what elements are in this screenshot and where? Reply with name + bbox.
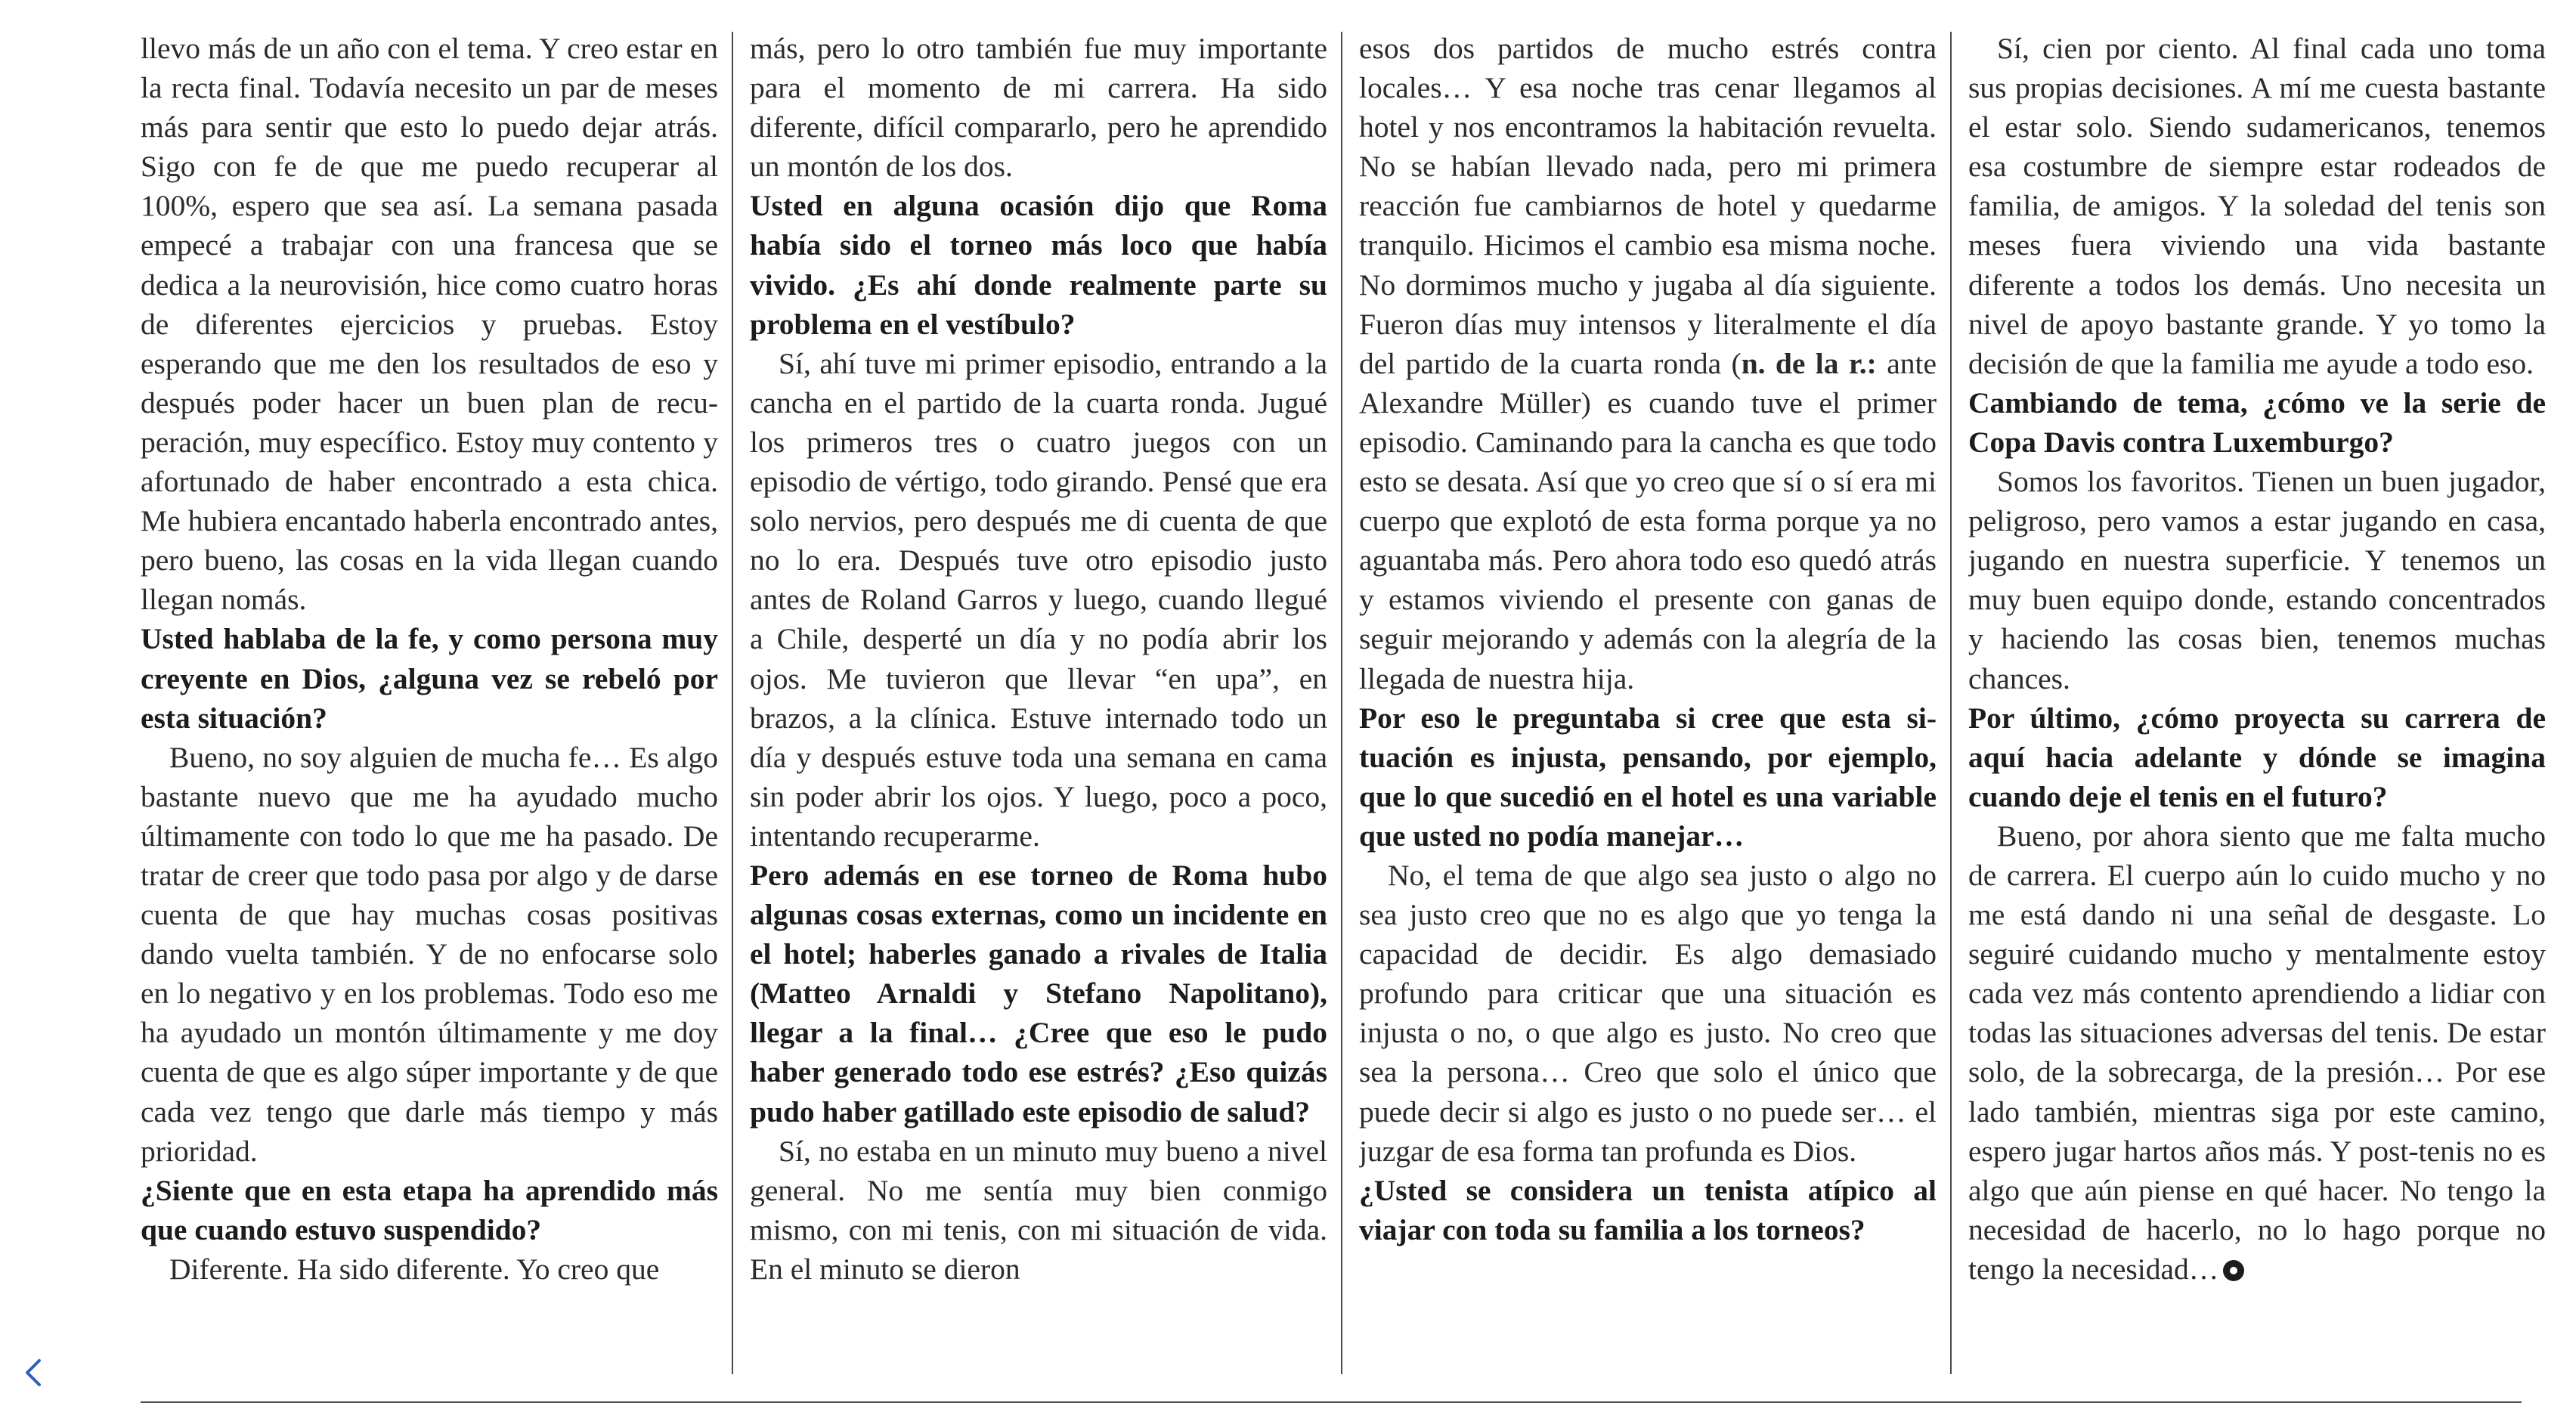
- editor-note: n. de la r.:: [1741, 346, 1877, 380]
- interview-question: Usted hablaba de la fe, y como persona muy creyente en Dios, ¿alguna vez se rebeló por esta situación?: [141, 622, 718, 735]
- column-divider: [732, 32, 733, 1374]
- interview-answer: Bueno, por ahora siento que me falta mucho de carrera. El cuerpo aún lo cuido mucho y no me está dando ni una señal de desgaste. Lo seguiré cuidando mucho y mentalmente estoy cada vez más contento aprendiendo a lidiar con todas las situaciones adversas del tenis. De estar solo, de la sobrecarga, de la presión… Por ese lado también, mientras siga por este camino, espero jugar hartos años más. Y post-tenis no es algo que aún piense en qué hacer. No tengo la necesidad de hacerlo, no lo hago porque no tengo la necesidad…: [1968, 819, 2546, 1286]
- interview-question: ¿Siente que en esta etapa ha aprendido más que cuando estuvo suspendido?: [141, 1173, 718, 1246]
- article-column-4: [1968, 29, 2546, 1382]
- interview-answer: Sí, ahí tuve mi primer episodio, entrando a la cancha en el partido de la cuarta ronda. Jugué los primeros tres o cuatro juegos con un episodio de vértigo, todo girando. Pensé que era solo nervios, pero después me di cuenta de que no lo era. Después tuve otro episodio justo antes de Roland Garros y luego, cuando llegué a Chile, desperté un día y no podía abrir los ojos. Me tuvieron que llevar “en upa”, en brazos, a la clínica. Estuve internado todo un día y después estuve toda una semana en cama sin poder abrir los ojos. Y luego, poco a poco, intentando recuperarme.: [750, 346, 1327, 853]
- interview-answer: No, el tema de que algo sea justo o algo no sea justo creo que no es algo que yo tenga la capacidad de decidir. Es algo demasiado profundo para criticar que una situación es injusta o no, o que algo es justo. No creo que sea la persona… Creo que solo el único que puede decir si algo es justo o no puede ser… el juzgar de esa forma tan profunda es Dios.: [1359, 858, 1937, 1168]
- interview-question: Pero además en ese torneo de Roma hubo algunas cosas externas, como un incidente en el hotel; haberles ganado a rivales de Italia (Matteo Arnaldi y Stefano Napolitano), llegar a la final… ¿Cree que eso le pudo haber generado todo ese estrés? ¿Eso quizás pudo haber gatillado este episodio de salud?: [750, 858, 1327, 1129]
- chevron-left-icon[interactable]: [11, 1350, 56, 1395]
- page-bottom-rule: [141, 1401, 2522, 1403]
- interview-answer: llevo más de un año con el tema. Y creo estar en la recta final. Todavía necesito un par de meses más para sentir que esto lo puedo dejar atrás. Sigo con fe de que me puedo recuperar al 100%, espero que sea así. La semana pasada empecé a trabajar con una francesa que se dedica a la neurovisión, hice como cuatro horas de diferentes ejercicios y pruebas. Estoy esperando que me den los resultados de eso y después poder hacer un buen plan de recuperación, muy específico. Estoy muy contento y afortunado de haber encontrado a esta chica. Me hubiera encantado haberla encontrado antes, pero bueno, las cosas en la vida llegan cuando llegan nomás.: [141, 32, 718, 617]
- answer-text: esos dos partidos de mucho estrés contra locales… Y esa noche tras cenar llegamos al hotel y nos encontramos la habitación revuelta. No se habían llevado nada, pero mi primera reacción fue cambiarnos de hotel y quedarme tranquilo. Hicimos el cambio esa misma noche. No dormimos mucho y jugaba al día siguiente. Fueron días muy intensos y literalmente el día del partido de la cuarta ronda (: [1359, 32, 1937, 380]
- article-column-3: [1359, 29, 1937, 1382]
- interview-answer: [1359, 29, 1937, 698]
- article-column-2: [750, 29, 1327, 1382]
- column-divider: [1341, 32, 1342, 1374]
- interview-question: Por eso le preguntaba si cree que esta situación es injusta, pensando, por ejemplo, que lo que sucedió en el hotel es una variable que usted no podía manejar…: [1359, 701, 1937, 853]
- interview-question: Cambiando de tema, ¿cómo ve la serie de Copa Davis contra Luxemburgo?: [1968, 385, 2546, 459]
- column-divider: [1950, 32, 1952, 1374]
- interview-answer: más, pero lo otro también fue muy importante para el momento de mi carrera. Ha sido diferente, difícil compararlo, pero he aprendido un montón de los dos.: [750, 32, 1327, 184]
- interview-question: Usted en alguna ocasión dijo que Roma había sido el torneo más loco que había vivido. ¿Es ahí donde realmente parte su problema en el vestíbulo?: [750, 189, 1327, 341]
- article-end-icon: [2223, 1260, 2244, 1281]
- answer-text: ante Alexandre Müller) es cuando tuve el primer episodio. Caminando para la cancha es que todo esto se desata. Así que yo creo que sí o sí era mi cuerpo que explotó de esta forma porque ya no aguantaba más. Pero ahora todo eso quedó atrás y estamos viviendo el presente con ganas de seguir mejorando y además con la alegría de la llegada de nuestra hija.: [1359, 346, 1937, 695]
- interview-question: ¿Usted se considera un tenista atípico al viajar con toda su familia a los torneos?: [1359, 1173, 1937, 1246]
- interview-question: Por último, ¿cómo proyecta su carrera de aquí hacia adelante y dónde se imagina cuando deje el tenis en el futuro?: [1968, 701, 2546, 813]
- interview-answer: Somos los favoritos. Tienen un buen jugador, peligroso, pero vamos a estar jugando en casa, jugando en nuestra superficie. Y tenemos un muy buen equipo donde, estando concentrados y haciendo las cosas bien, tenemos muchas chances.: [1968, 465, 2546, 695]
- interview-answer: Bueno, no soy alguien de mucha fe… Es algo bastante nuevo que me ha ayudado mucho últimamente con todo lo que me ha pasado. De tratar de creer que todo pasa por algo y de darse cuenta de que hay muchas cosas positivas dando vuelta también. Y de no enfocarse solo en lo negativo y en los problemas. Todo eso me ha ayudado un montón últimamente y me doy cuenta de que es algo súper importante y de que cada vez tengo que darle más tiempo y más prioridad.: [141, 740, 718, 1168]
- interview-answer: Sí, no estaba en un minuto muy bueno a nivel general. No me sentía muy bien conmigo mismo, con mi tenis, con mi situación de vida. En el minuto se dieron: [750, 1134, 1327, 1286]
- interview-answer: Sí, cien por ciento. Al final cada uno toma sus propias decisiones. A mí me cuesta bastante el estar solo. Siendo sudamericanos, tenemos esa costumbre de siempre estar rodeados de familia, de amigos. Y la soledad del tenis son meses fuera viviendo una vida bastante diferente a todos los demás. Uno necesita un nivel de apoyo bastante grande. Y yo tomo la decisión de que la familia me ayude a todo eso.: [1968, 32, 2546, 380]
- article-column-1: [141, 29, 718, 1382]
- interview-answer: Diferente. Ha sido diferente. Yo creo que: [169, 1252, 660, 1286]
